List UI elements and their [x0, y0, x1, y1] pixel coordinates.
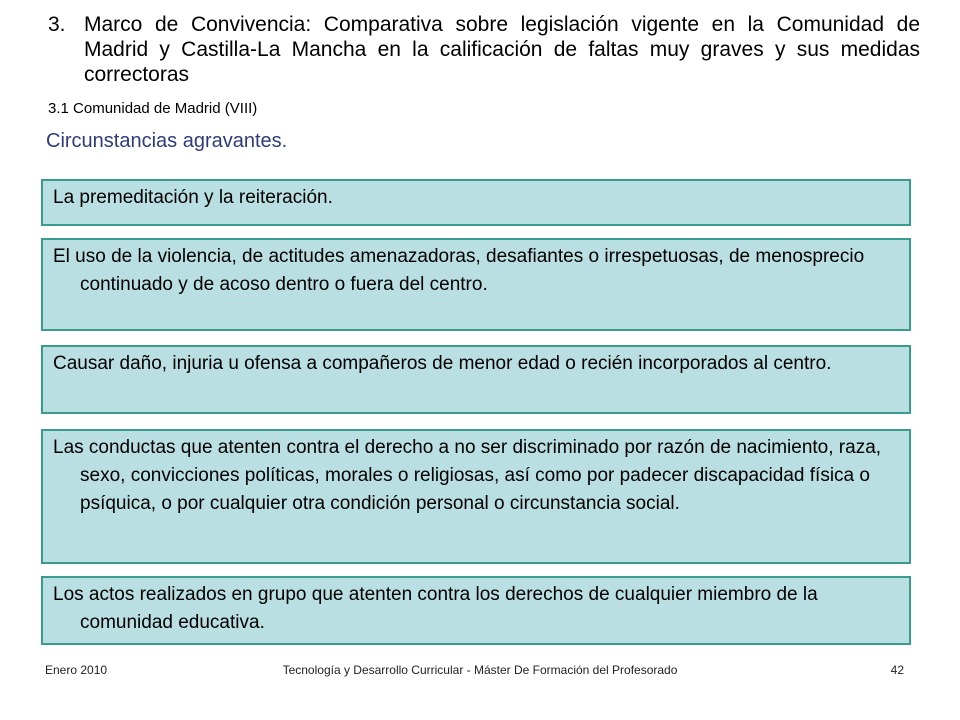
content-box-text: La premeditación y la reiteración.: [53, 187, 333, 208]
content-box-text: Las conductas que atenten contra el derecho a no ser discriminado por razón de nacimiento, raza, sexo, convicciones políticas, morales o religiosas, así como por padecer discapacidad física o psíquica, o por cualquier otra condición personal o circunstancia social.: [53, 437, 882, 514]
title-number: 3.: [48, 13, 66, 36]
footer-page-number: 42: [890, 663, 904, 677]
content-box-harm: [41, 345, 911, 414]
content-box-group-acts: [41, 576, 911, 645]
content-box-text: Causar daño, injuria u ofensa a compañeros de menor edad o recién incorporados al centro.: [53, 353, 832, 374]
content-box-discrimination: [41, 429, 911, 564]
footer-course: Tecnología y Desarrollo Curricular - Máster De Formación del Profesorado: [282, 663, 678, 677]
content-box-text: El uso de la violencia, de actitudes amenazadoras, desafiantes o irrespetuosas, de menosprecio continuado y de acoso dentro o fuera del centro.: [53, 246, 865, 295]
footer-date: Enero 2010: [45, 663, 108, 677]
slide-title: [48, 12, 920, 87]
content-box-text: Los actos realizados en grupo que atenten contra los derechos de cualquier miembro de la comunidad educativa.: [53, 584, 818, 633]
content-box-premeditation: [41, 179, 911, 226]
content-box-violence: [41, 238, 911, 331]
title-text: Marco de Convivencia: Comparativa sobre legislación vigente en la Comunidad de Madrid y Castilla-La Mancha en la calificación de faltas muy graves y sus medidas correctoras: [84, 13, 920, 86]
slide-subtitle: 3.1 Comunidad de Madrid (VIII): [48, 100, 258, 117]
section-heading: Circunstancias agravantes.: [46, 130, 288, 152]
